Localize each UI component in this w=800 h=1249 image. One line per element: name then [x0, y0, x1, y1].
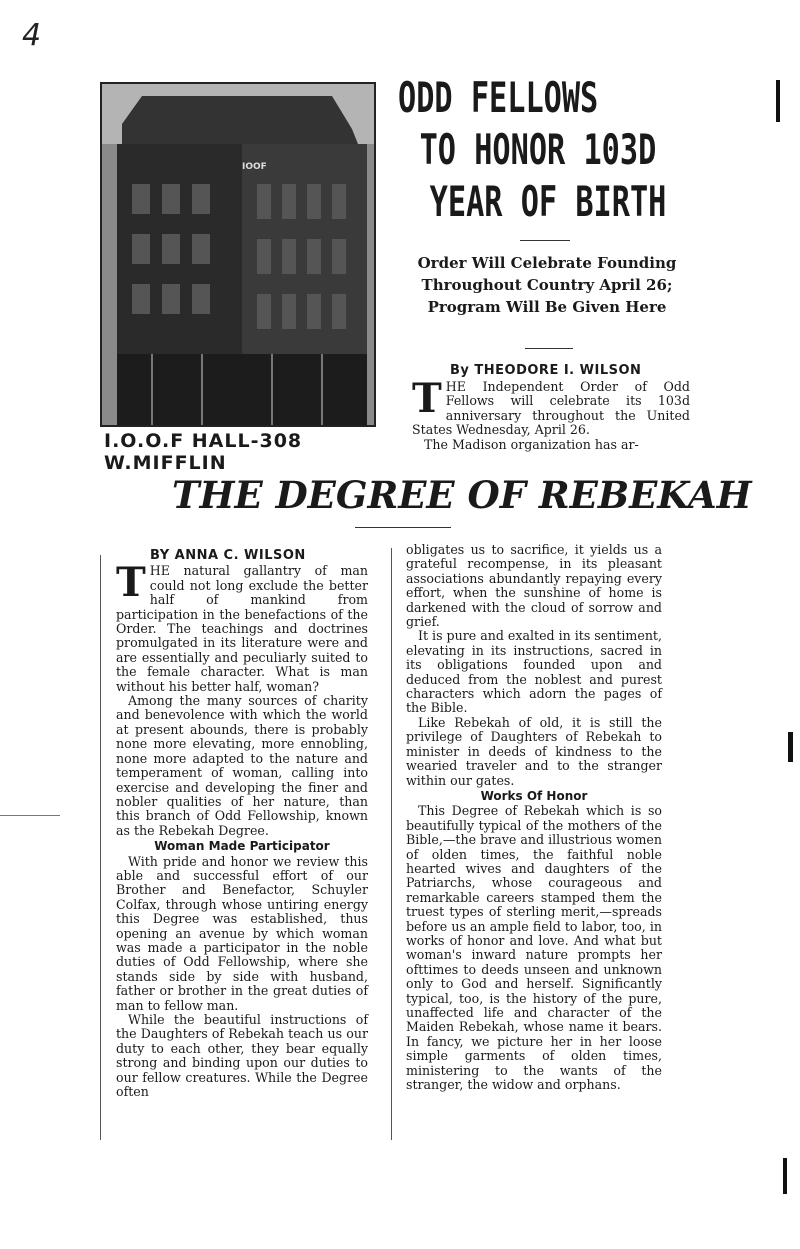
building-illustration [102, 84, 374, 425]
scan-mark-top [776, 80, 780, 122]
title-rule [355, 527, 451, 528]
byline-article1: By THEODORE I. WILSON [450, 363, 642, 378]
subtitle-works-of-honor: Works Of Honor [480, 788, 588, 803]
subhead: Order Will Celebrate Founding Throughout Country April 26; Program Will Be Given Here [417, 254, 677, 316]
article1-paragraph2: The Madison organization has ar- [424, 436, 639, 452]
col1-paragraph-2: Among the many sources of charity and benevolence with which the world at present abounds, there is probably none more elevating, more ennobling, none more adapted to the nature and temperament of woman, calling into exercise and developing the finer and nobler qualities of her nature, than this branch of Odd Fellowship, known as the Rebekah Degree. [116, 693, 368, 838]
building-sign: IOOF [242, 162, 267, 172]
col2-paragraph-4: This Degree of Rebekah which is so beautifully typical of the mothers of the Bible,—the brave and illustrious women of olden times, the faithful noble hearted wives and daughters of the Patriarchs, whose courageous and remarkable careers stamped them the truest types of sterling merit,—spreads before us an ample field to labor, too, in works of honor and love. And what but woman's inward nature prompts her ofttimes to deeds unseen and unknown only to God and herself. Significantly typical, too, is the history of the pure, unaffected life and character of the Maiden Rebekah, whose name it bears. In fancy, we picture her in her loose simple garments of olden times, ministering to the wants of the stranger, the widow and orphans. [406, 803, 662, 1093]
article2-title: THE DEGREE OF REBEKAH [172, 473, 752, 517]
dropcap-article2: T [116, 559, 146, 607]
article1-body [412, 375, 690, 452]
headline-rule [520, 240, 570, 241]
col1-paragraph-4: While the beautiful instructions of the Daughters of Rebekah teach us our duty to each other, they bear equally strong and binding upon our duties to our fellow creatures. While the Degree often [116, 1012, 368, 1100]
col2-paragraph-2: It is pure and exalted in its sentiment, elevating in its instructions, sacred in its obligations founded upon and deduced from the noblest and purest characters which adorn the pages of the Bible. [406, 628, 662, 716]
article2-column-2 [406, 543, 662, 1092]
column-divider-left [100, 555, 101, 1140]
photo-caption: I.O.O.F HALL-308 W.MIFFLIN [104, 430, 303, 474]
scan-mark-bottom [783, 1158, 787, 1194]
article1-lead: HE Independent Order of Odd Fellows will celebrate its 103d anniversary throughout the United States Wednesday, April 26. [412, 379, 690, 438]
subtitle-woman-made-participator: Woman Made Participator [154, 839, 330, 854]
page-number: 4 [22, 18, 42, 53]
headline-line-3: YEAR OF BIRTH [429, 177, 667, 226]
col1-paragraph-3: With pride and honor we review this able and successful effort of our Brother and Benefactor, Schuyler Colfax, through whose untiring energy this Degree was established, thus opening an avenue by which woman was made a participator in the noble duties of Odd Fellowship, where she stands side by side with husband, father or brother in the great duties of man to fellow man. [116, 853, 368, 1013]
building-photo [100, 82, 376, 427]
headline [398, 72, 667, 228]
col2-paragraph-1: obligates us to sacrifice, it yields us a grateful recompense, in its pleasant associations abundantly repaying every effort, when the sunshine of home is darkened with the cloud of sorrow and grief. [406, 542, 662, 630]
dropcap-article1: T [412, 375, 442, 422]
column-divider-center [391, 548, 392, 1140]
article2-column-1 [116, 549, 368, 1099]
scan-mark-middle [788, 732, 793, 762]
headline-line-1: ODD FELLOWS [398, 73, 599, 122]
col1-paragraph-1: HE natural gallantry of man could not long exclude the better half of mankind from participation in the benefactions of the Order. The teachings and doctrines promulgated in its literature were and are essentially and peculiarly suited to the female character. What is man without his better half, woman? [116, 563, 368, 694]
subhead-rule [525, 348, 573, 349]
byline-article2: BY ANNA C. WILSON [150, 548, 306, 563]
col2-paragraph-3: Like Rebekah of old, it is still the privilege of Daughters of Rebekah to minister in deeds of kindness to the wearied traveler and to the stranger within our gates. [406, 714, 662, 788]
headline-line-2: TO HONOR 103D [419, 125, 657, 174]
scan-mark-left [0, 815, 60, 816]
